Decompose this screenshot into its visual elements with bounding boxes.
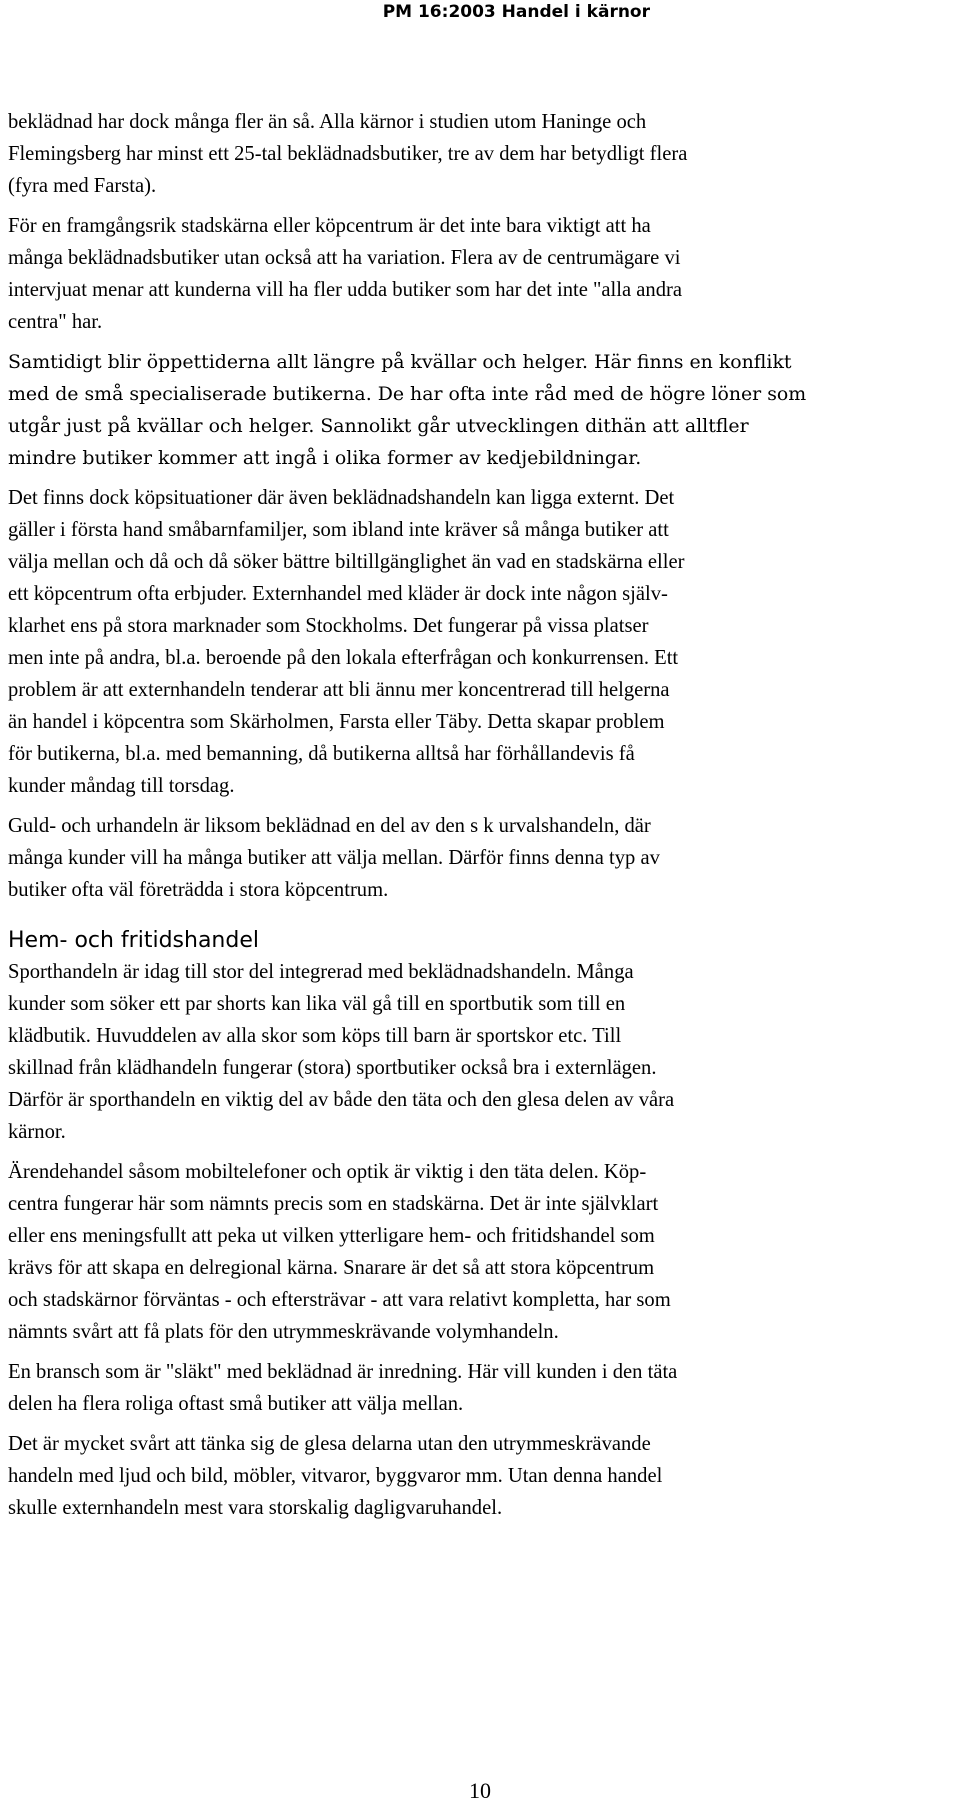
text-line: och stadskärnor förväntas - och eftersträvar - att vara relativt kompletta, har som bbox=[8, 1289, 671, 1311]
text-line: beklädnad har dock många fler än så. Alla kärnor i studien utom Haninge och bbox=[8, 111, 647, 133]
paragraph bbox=[8, 956, 948, 1148]
text-line: nämnts svårt att få plats för den utrymmeskrävande volymhandeln. bbox=[8, 1321, 559, 1343]
text-line: Ärendehandel såsom mobiltelefoner och optik är viktig i den täta delen. Köp- bbox=[8, 1161, 647, 1183]
text-line: Flemingsberg har minst ett 25-tal beklädnadsbutiker, tre av dem har betydligt flera bbox=[8, 143, 688, 165]
section-heading: Hem- och fritidshandel bbox=[8, 928, 259, 953]
paragraph bbox=[8, 210, 948, 338]
text-line: centra fungerar här som nämnts precis som en stadskärna. Det är inte självklart bbox=[8, 1193, 659, 1215]
text-line: mindre butiker kommer att ingå i olika former av kedjebildningar. bbox=[8, 447, 642, 469]
text-line: problem är att externhandeln tenderar att bli ännu mer koncentrerad till helgerna bbox=[8, 679, 670, 701]
text-line: välja mellan och då och då söker bättre biltillgänglighet än vad en stadskärna eller bbox=[8, 551, 685, 573]
text-line: klarhet ens på stora marknader som Stockholms. Det fungerar på vissa platser bbox=[8, 615, 649, 637]
paragraph bbox=[8, 810, 948, 906]
text-line: kunder som söker ett par shorts kan lika väl gå till en sportbutik som till en bbox=[8, 993, 626, 1015]
text-line: En bransch som är "släkt" med beklädnad är inredning. Här vill kunden i den täta bbox=[8, 1361, 678, 1383]
text-line: butiker ofta väl företrädda i stora köpcentrum. bbox=[8, 879, 389, 901]
text-line: många kunder vill ha många butiker att välja mellan. Därför finns denna typ av bbox=[8, 847, 660, 869]
text-line: men inte på andra, bl.a. beroende på den lokala efterfrågan och konkurrensen. Ett bbox=[8, 647, 679, 669]
text-line: än handel i köpcentra som Skärholmen, Farsta eller Täby. Detta skapar problem bbox=[8, 711, 665, 733]
text-line: klädbutik. Huvuddelen av alla skor som köps till barn är sportskor etc. Till bbox=[8, 1025, 622, 1047]
text-line: ett köpcentrum ofta erbjuder. Externhandel med kläder är dock inte någon själv- bbox=[8, 583, 668, 605]
text-line: eller ens meningsfullt att peka ut vilken ytterligare hem- och fritidshandel som bbox=[8, 1225, 655, 1247]
text-line: (fyra med Farsta). bbox=[8, 175, 157, 197]
text-line: kärnor. bbox=[8, 1121, 66, 1143]
text-line: krävs för att skapa en delregional kärna. Snarare är det så att stora köpcentrum bbox=[8, 1257, 655, 1279]
paragraph bbox=[8, 106, 948, 202]
text-line: intervjuat menar att kunderna vill ha fler udda butiker som har det inte "alla andra bbox=[8, 279, 683, 301]
text-line: delen ha flera roliga oftast små butiker att välja mellan. bbox=[8, 1393, 464, 1415]
text-line: Guld- och urhandeln är liksom beklädnad en del av den s k urvalshandeln, där bbox=[8, 815, 651, 837]
text-line: centra" har. bbox=[8, 311, 103, 333]
text-line: skulle externhandeln mest vara storskalig dagligvaruhandel. bbox=[8, 1497, 503, 1519]
text-line: Sporthandeln är idag till stor del integrerad med beklädnadshandeln. Många bbox=[8, 961, 634, 983]
document-body bbox=[8, 106, 948, 1524]
text-line: För en framgångsrik stadskärna eller köpcentrum är det inte bara viktigt att ha bbox=[8, 215, 651, 237]
text-line: kunder måndag till torsdag. bbox=[8, 775, 235, 797]
text-line: gäller i första hand småbarnfamiljer, som ibland inte kräver så många butiker att bbox=[8, 519, 669, 541]
text-line: för butikerna, bl.a. med bemanning, då butikerna alltså har förhållandevis få bbox=[8, 743, 635, 765]
text-line: skillnad från klädhandeln fungerar (stora) sportbutiker också bra i externlägen. bbox=[8, 1057, 657, 1079]
paragraph bbox=[8, 1156, 948, 1348]
text-line: utgår just på kvällar och helger. Sannolikt går utvecklingen dithän att alltfler bbox=[8, 415, 749, 437]
paragraph bbox=[8, 482, 948, 802]
text-line: Därför är sporthandeln en viktig del av både den täta och den glesa delen av våra bbox=[8, 1089, 675, 1111]
running-header: PM 16:2003 Handel i kärnor bbox=[382, 2, 650, 22]
paragraph bbox=[8, 1428, 948, 1524]
text-line: Det finns dock köpsituationer där även beklädnadshandeln kan ligga externt. Det bbox=[8, 487, 675, 509]
text-line: många beklädnadsbutiker utan också att ha variation. Flera av de centrumägare vi bbox=[8, 247, 681, 269]
text-line: Det är mycket svårt att tänka sig de glesa delarna utan den utrymmeskrävande bbox=[8, 1433, 651, 1455]
paragraph bbox=[8, 346, 948, 474]
page-number: 10 bbox=[469, 1778, 491, 1803]
paragraph bbox=[8, 1356, 948, 1420]
text-line: med de små specialiserade butikerna. De har ofta inte råd med de högre löner som bbox=[8, 383, 807, 405]
text-line: handeln med ljud och bild, möbler, vitvaror, byggvaror mm. Utan denna handel bbox=[8, 1465, 663, 1487]
text-line: Samtidigt blir öppettiderna allt längre på kvällar och helger. Här finns en konflikt bbox=[8, 351, 792, 373]
